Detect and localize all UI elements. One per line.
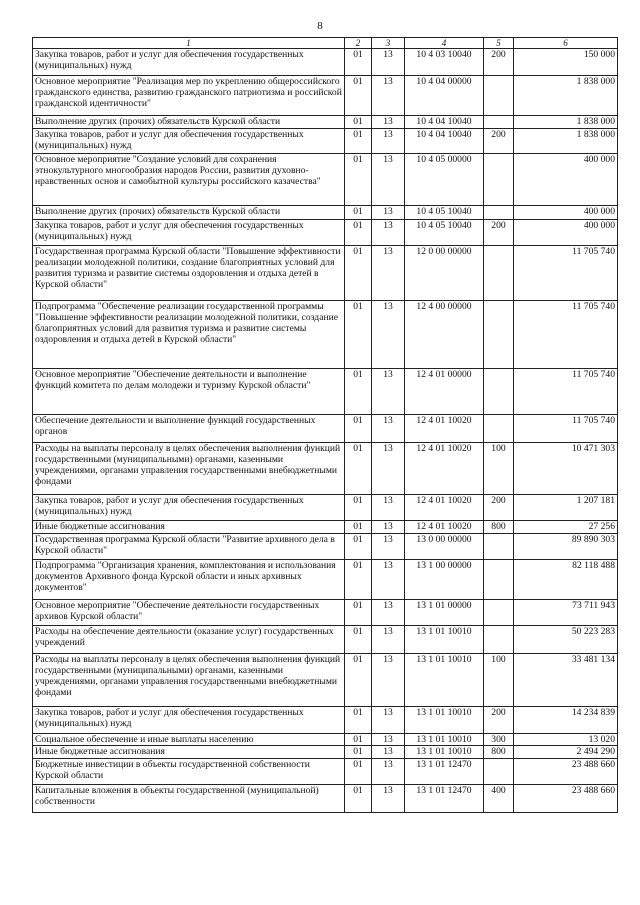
row-expense-type — [484, 534, 514, 560]
column-header: 6 — [514, 38, 618, 49]
row-name: Государственная программа Курской области "Развитие архивного дела в Курской области" — [33, 534, 345, 560]
column-header: 5 — [484, 38, 514, 49]
row-target-code: 12 4 01 10020 — [405, 495, 484, 521]
row-name: Закупка товаров, работ и услуг для обеспечения государственных (муниципальных) нужд — [33, 707, 345, 734]
row-section: 01 — [345, 560, 372, 600]
table-row — [33, 116, 618, 129]
row-name: Расходы на обеспечение деятельности (оказание услуг) государственных учреждений — [33, 626, 345, 654]
row-section: 01 — [345, 116, 372, 129]
row-expense-type: 200 — [484, 49, 514, 76]
row-subsection: 13 — [372, 521, 405, 534]
row-subsection: 13 — [372, 654, 405, 707]
row-section: 01 — [345, 534, 372, 560]
row-target-code: 10 4 05 10040 — [405, 206, 484, 220]
row-section: 01 — [345, 734, 372, 746]
row-amount: 27 256 — [514, 521, 618, 534]
row-name: Иные бюджетные ассигнования — [33, 521, 345, 534]
row-name: Социальное обеспечение и иные выплаты населению — [33, 734, 345, 746]
row-name: Подпрограмма "Обеспечение реализации государственной программы "Повышение эффективности реализации молодежной политики, создание благоприятных условий для развития туризма и развитие системы оздоровления и отдыха детей в Курской области" — [33, 301, 345, 369]
row-expense-type: 200 — [484, 495, 514, 521]
row-subsection: 13 — [372, 707, 405, 734]
row-section: 01 — [345, 707, 372, 734]
row-amount: 150 000 — [514, 49, 618, 76]
row-subsection: 13 — [372, 49, 405, 76]
row-target-code: 13 1 01 10010 — [405, 707, 484, 734]
row-expense-type: 200 — [484, 707, 514, 734]
table-row — [33, 560, 618, 600]
table-row — [33, 707, 618, 734]
row-target-code: 10 4 04 10040 — [405, 116, 484, 129]
row-amount: 14 234 839 — [514, 707, 618, 734]
row-section: 01 — [345, 443, 372, 495]
row-name: Выполнение других (прочих) обязательств Курской области — [33, 206, 345, 220]
row-name: Основное мероприятие "Создание условий для сохранения этнокультурного многообразия народов России, развития духовно-нравственных основ и самобытной культуры российского казачества" — [33, 154, 345, 206]
row-amount: 11 705 740 — [514, 369, 618, 415]
row-subsection: 13 — [372, 369, 405, 415]
row-expense-type: 200 — [484, 220, 514, 246]
row-name: Закупка товаров, работ и услуг для обеспечения государственных (муниципальных) нужд — [33, 129, 345, 154]
row-expense-type — [484, 600, 514, 626]
row-subsection: 13 — [372, 246, 405, 301]
row-amount: 11 705 740 — [514, 246, 618, 301]
row-expense-type — [484, 246, 514, 301]
row-section: 01 — [345, 626, 372, 654]
row-amount: 400 000 — [514, 206, 618, 220]
row-name: Выполнение других (прочих) обязательств Курской области — [33, 116, 345, 129]
column-header: 4 — [405, 38, 484, 49]
table-row — [33, 626, 618, 654]
row-target-code: 13 1 01 00000 — [405, 600, 484, 626]
row-section: 01 — [345, 600, 372, 626]
row-amount: 1 838 000 — [514, 116, 618, 129]
row-target-code: 10 4 03 10040 — [405, 49, 484, 76]
table-row — [33, 154, 618, 206]
row-section: 01 — [345, 220, 372, 246]
row-expense-type — [484, 206, 514, 220]
table-row — [33, 785, 618, 813]
row-target-code: 10 4 05 10040 — [405, 220, 484, 246]
table-row — [33, 76, 618, 116]
row-name: Закупка товаров, работ и услуг для обеспечения государственных (муниципальных) нужд — [33, 220, 345, 246]
row-amount: 23 488 660 — [514, 785, 618, 813]
row-section: 01 — [345, 759, 372, 785]
row-target-code: 12 0 00 00000 — [405, 246, 484, 301]
row-name: Государственная программа Курской области "Повышение эффективности реализации молодежной политики, создание благоприятных условий для развития туризма и развитие системы оздоровления и отдыха детей в Курской области" — [33, 246, 345, 301]
row-target-code: 12 4 01 10020 — [405, 521, 484, 534]
row-target-code: 10 4 05 00000 — [405, 154, 484, 206]
row-subsection: 13 — [372, 600, 405, 626]
row-amount: 82 118 488 — [514, 560, 618, 600]
column-header: 2 — [345, 38, 372, 49]
row-target-code: 10 4 04 10040 — [405, 129, 484, 154]
row-section: 01 — [345, 246, 372, 301]
row-subsection: 13 — [372, 443, 405, 495]
row-target-code: 13 1 01 10010 — [405, 626, 484, 654]
row-expense-type — [484, 116, 514, 129]
table-header-row — [33, 38, 618, 49]
row-subsection: 13 — [372, 785, 405, 813]
row-name: Бюджетные инвестиции в объекты государственной собственности Курской области — [33, 759, 345, 785]
row-target-code: 13 1 00 00000 — [405, 560, 484, 600]
row-expense-type: 200 — [484, 129, 514, 154]
row-expense-type — [484, 759, 514, 785]
table-row — [33, 129, 618, 154]
row-expense-type: 400 — [484, 785, 514, 813]
row-expense-type: 800 — [484, 521, 514, 534]
row-section: 01 — [345, 369, 372, 415]
table-row — [33, 759, 618, 785]
row-subsection: 13 — [372, 495, 405, 521]
row-amount: 1 838 000 — [514, 129, 618, 154]
row-name: Основное мероприятие "Обеспечение деятельности государственных архивов Курской области" — [33, 600, 345, 626]
column-header: 1 — [33, 38, 345, 49]
row-section: 01 — [345, 154, 372, 206]
row-target-code: 10 4 04 00000 — [405, 76, 484, 116]
budget-table — [32, 37, 618, 813]
row-amount: 73 711 943 — [514, 600, 618, 626]
row-subsection: 13 — [372, 116, 405, 129]
row-section: 01 — [345, 746, 372, 759]
row-amount: 33 481 134 — [514, 654, 618, 707]
row-target-code: 12 4 01 10020 — [405, 415, 484, 443]
row-subsection: 13 — [372, 220, 405, 246]
row-subsection: 13 — [372, 759, 405, 785]
table-row — [33, 206, 618, 220]
row-name: Капитальные вложения в объекты государственной (муниципальной) собственности — [33, 785, 345, 813]
table-row — [33, 534, 618, 560]
row-target-code: 13 1 01 10010 — [405, 746, 484, 759]
table-row — [33, 521, 618, 534]
row-expense-type — [484, 301, 514, 369]
row-name: Расходы на выплаты персоналу в целях обеспечения выполнения функций государственными (муниципальными) органами, казенными учреждениями, органами управления государственными внебюджетными фондами — [33, 654, 345, 707]
row-subsection: 13 — [372, 154, 405, 206]
row-expense-type: 100 — [484, 654, 514, 707]
row-name: Основное мероприятие "Реализация мер по укреплению общероссийского гражданского единства, развитию гражданского патриотизма и российской гражданской идентичности" — [33, 76, 345, 116]
row-section: 01 — [345, 785, 372, 813]
row-subsection: 13 — [372, 301, 405, 369]
row-target-code: 13 1 01 12470 — [405, 785, 484, 813]
row-amount: 23 488 660 — [514, 759, 618, 785]
row-target-code: 13 0 00 00000 — [405, 534, 484, 560]
row-expense-type — [484, 560, 514, 600]
table-row — [33, 600, 618, 626]
row-subsection: 13 — [372, 734, 405, 746]
page-number: 8 — [317, 20, 323, 32]
row-subsection: 13 — [372, 129, 405, 154]
row-name: Подпрограмма "Организация хранения, комплектования и использования документов Архивного фонда Курской области и иных архивных документов" — [33, 560, 345, 600]
column-header: 3 — [372, 38, 405, 49]
row-section: 01 — [345, 521, 372, 534]
row-target-code: 12 4 00 00000 — [405, 301, 484, 369]
row-subsection: 13 — [372, 76, 405, 116]
row-name: Обеспечение деятельности и выполнение функций государственных органов — [33, 415, 345, 443]
table-row — [33, 49, 618, 76]
row-amount: 11 705 740 — [514, 301, 618, 369]
row-name: Расходы на выплаты персоналу в целях обеспечения выполнения функций государственными (муниципальными) органами, казенными учреждениями, органами управления государственными внебюджетными фондами — [33, 443, 345, 495]
row-subsection: 13 — [372, 626, 405, 654]
row-section: 01 — [345, 415, 372, 443]
row-section: 01 — [345, 206, 372, 220]
row-subsection: 13 — [372, 206, 405, 220]
table-body — [33, 49, 618, 813]
row-subsection: 13 — [372, 560, 405, 600]
row-amount: 1 838 000 — [514, 76, 618, 116]
row-amount: 2 494 290 — [514, 746, 618, 759]
table-row — [33, 734, 618, 746]
row-expense-type: 800 — [484, 746, 514, 759]
row-target-code: 12 4 01 00000 — [405, 369, 484, 415]
row-amount: 1 207 181 — [514, 495, 618, 521]
row-section: 01 — [345, 301, 372, 369]
row-subsection: 13 — [372, 415, 405, 443]
row-section: 01 — [345, 76, 372, 116]
row-subsection: 13 — [372, 534, 405, 560]
row-name: Основное мероприятие "Обеспечение деятельности и выполнение функций комитета по делам молодежи и туризму Курской области" — [33, 369, 345, 415]
row-target-code: 12 4 01 10020 — [405, 443, 484, 495]
table-row — [33, 746, 618, 759]
row-target-code: 13 1 01 10010 — [405, 654, 484, 707]
row-name: Иные бюджетные ассигнования — [33, 746, 345, 759]
row-expense-type — [484, 369, 514, 415]
row-amount: 400 000 — [514, 154, 618, 206]
row-name: Закупка товаров, работ и услуг для обеспечения государственных (муниципальных) нужд — [33, 49, 345, 76]
row-amount: 400 000 — [514, 220, 618, 246]
row-expense-type — [484, 76, 514, 116]
row-amount: 10 471 303 — [514, 443, 618, 495]
table-row — [33, 246, 618, 301]
row-target-code: 13 1 01 12470 — [405, 759, 484, 785]
table-row — [33, 495, 618, 521]
table-row — [33, 369, 618, 415]
row-amount: 13 020 — [514, 734, 618, 746]
table-row — [33, 220, 618, 246]
table-row — [33, 654, 618, 707]
row-expense-type — [484, 154, 514, 206]
table-row — [33, 443, 618, 495]
row-target-code: 13 1 01 10010 — [405, 734, 484, 746]
row-amount: 11 705 740 — [514, 415, 618, 443]
row-amount: 89 890 303 — [514, 534, 618, 560]
row-expense-type — [484, 626, 514, 654]
row-section: 01 — [345, 654, 372, 707]
row-name: Закупка товаров, работ и услуг для обеспечения государственных (муниципальных) нужд — [33, 495, 345, 521]
row-amount: 50 223 283 — [514, 626, 618, 654]
row-section: 01 — [345, 49, 372, 76]
row-expense-type — [484, 415, 514, 443]
row-section: 01 — [345, 129, 372, 154]
table-row — [33, 415, 618, 443]
row-expense-type: 100 — [484, 443, 514, 495]
row-subsection: 13 — [372, 746, 405, 759]
row-section: 01 — [345, 495, 372, 521]
table-row — [33, 301, 618, 369]
row-expense-type: 300 — [484, 734, 514, 746]
